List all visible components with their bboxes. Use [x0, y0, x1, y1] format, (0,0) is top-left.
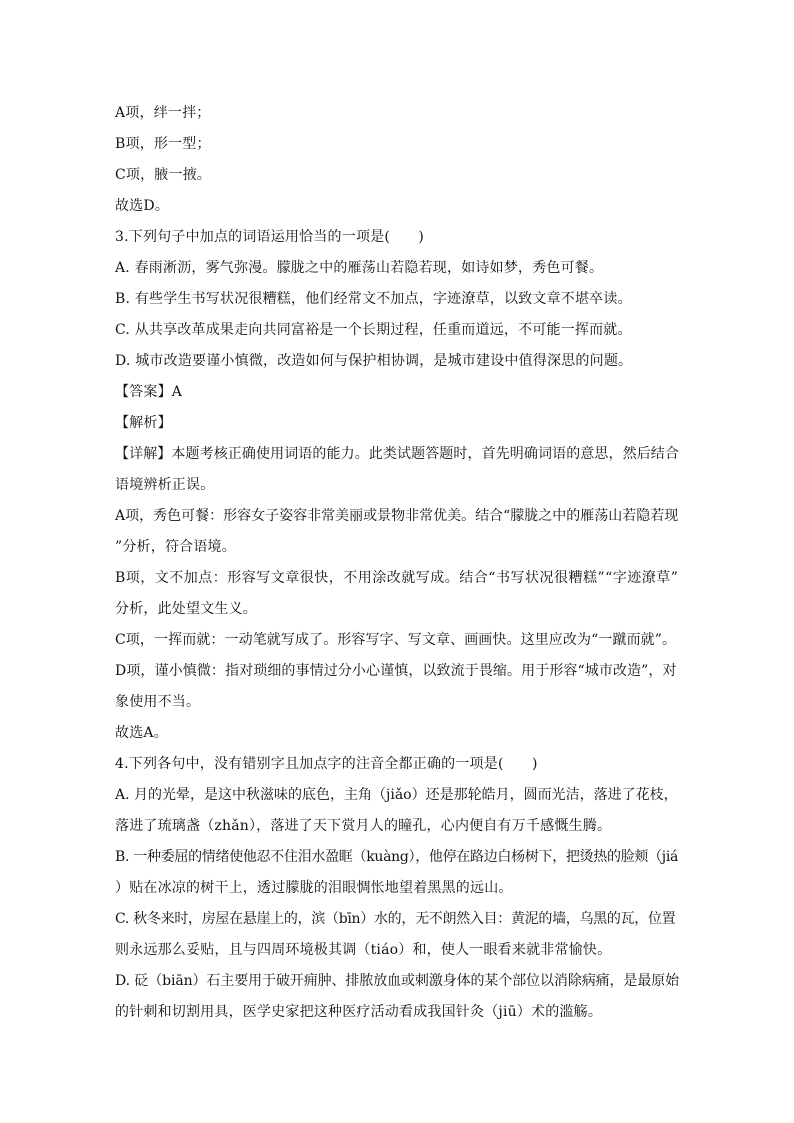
q4-option-b-cont: ）贴在冰凉的树干上，透过朦胧的泪眼惆怅地望着黑黑的远山。	[115, 880, 513, 896]
explanation-d-cont: 象使用不当。	[115, 694, 201, 710]
text-line: 故选D。	[115, 198, 170, 214]
text-line: C项，腋一掖。	[115, 167, 212, 183]
q4-option-b: B. 一种委屈的情绪使他忍不住泪水盈眶（kuàng），他停在路边白杨树下，把烫热的脸颊（jiá	[115, 849, 679, 865]
explanation-a: A项，秀色可餐：形容女子姿容非常美丽或景物非常优美。结合“朦胧之中的雁荡山若隐若现	[115, 508, 679, 524]
text-line: A项，绊一拌；	[115, 105, 211, 121]
q4-option-c: C. 秋冬来时，房屋在悬崖上的，滨（bīn）水的，无不朗然入目：黄泥的墙，乌黑的瓦，位置	[115, 911, 676, 927]
option-d: D. 城市改造要谨小慎微，改造如何与保护相协调，是城市建设中值得深思的问题。	[115, 353, 633, 369]
q4-option-a-cont: 落进了琉璃盏（zhǎn），落进了天下赏月人的瞳孔，心内便自有万千感慨生腾。	[115, 818, 612, 834]
detail-line: 【详解】本题考核正确使用词语的能力。此类试题答题时，首先明确词语的意思，然后结合	[115, 446, 679, 462]
q4-option-a: A. 月的光晕，是这中秋滋味的底色，主角（jiǎo）还是那轮皓月，圆而光洁，落进了花枝，	[115, 787, 678, 803]
option-a: A. 春雨淅沥，雾气弥漫。朦胧之中的雁荡山若隐若现，如诗如梦，秀色可餐。	[115, 260, 604, 276]
explanation-b-cont: 分析，此处望文生义。	[115, 601, 257, 617]
text-line: 故选A。	[115, 725, 168, 741]
explanation-d: D项，谨小慎微：指对琐细的事情过分小心谨慎，以致流于畏缩。用于形容“城市改造”，对	[115, 663, 677, 679]
q4-option-d-cont: 的针刺和切割用具，医学史家把这种医疗活动看成我国针灸（jiū）术的滥觞。	[115, 1004, 603, 1020]
detail-line: 语境辨析正误。	[115, 477, 215, 493]
option-b: B. 有些学生书写状况很糟糕，他们经常文不加点，字迹潦草，以致文章不堪卒读。	[115, 291, 632, 307]
question-3-title: 3.下列句子中加点的词语运用恰当的一项是( )	[115, 229, 425, 245]
q4-option-d: D. 砭（biān）石主要用于破开痈肿、排脓放血或刺激身体的某个部位以消除病痛，是最原始	[115, 973, 680, 989]
answer-label: 【答案】A	[115, 384, 183, 400]
explanation-b: B项，文不加点：形容写文章很快，不用涂改就写成。结合“书写状况很糟糕”“字迹潦草”	[115, 570, 679, 586]
question-4-title: 4.下列各句中，没有错别字且加点字的注音全都正确的一项是( )	[115, 756, 538, 772]
q4-option-c-cont: 则永远那么妥贴，且与四周环境极其调（tiáo）和，使人一眼看来就非常愉快。	[115, 942, 612, 958]
option-c: C. 从共享改革成果走向共同富裕是一个长期过程，任重而道远，不可能一挥而就。	[115, 322, 632, 338]
analysis-label: 【解析】	[115, 415, 172, 431]
explanation-c: C项，一挥而就：一动笔就写成了。形容写字、写文章、画画快。这里应改为“一蹴而就”。	[115, 632, 677, 648]
text-line: B项，形一型；	[115, 136, 211, 152]
explanation-a-cont: ”分析，符合语境。	[115, 539, 236, 555]
